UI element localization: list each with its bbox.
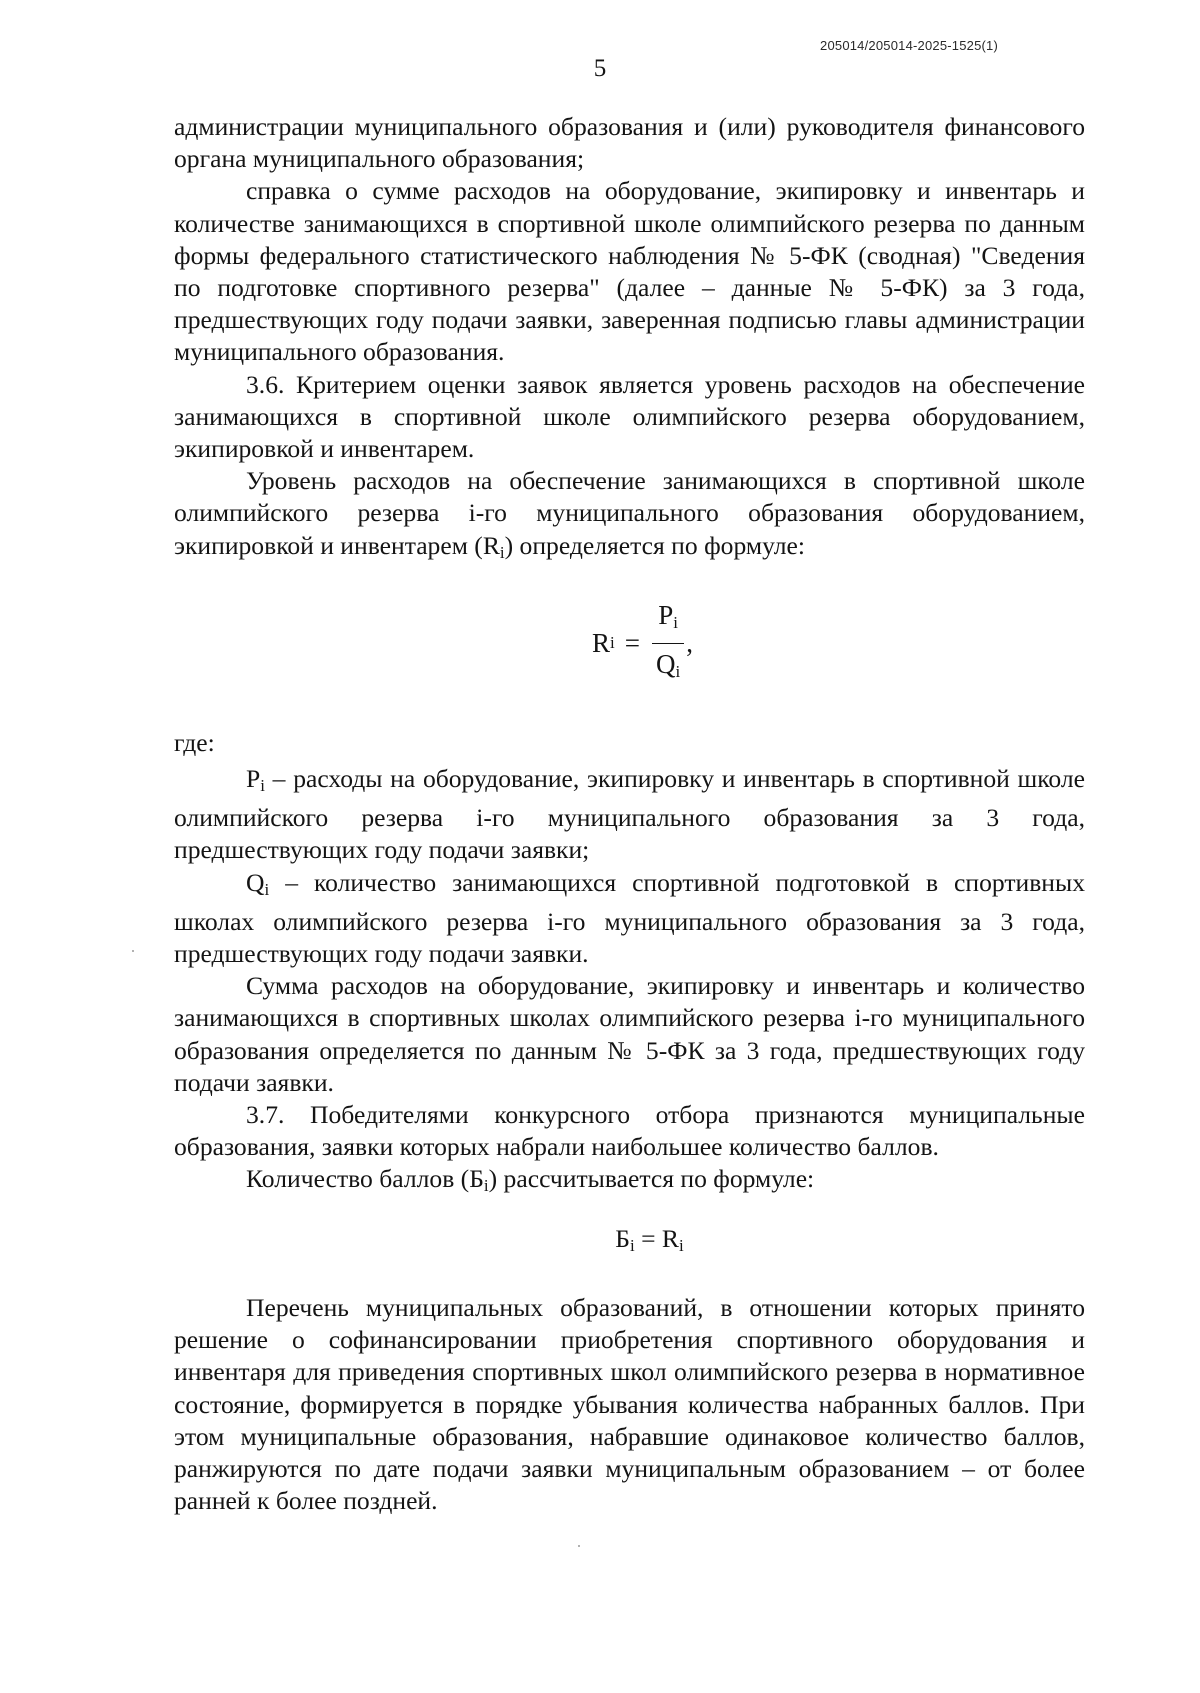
definition-p-text: – расходы на оборудование, экипировку и инвентарь в спортивной школе олимпийского резерва i-го муниципального образования за 3 года, предшествующих году подачи заявки; — [174, 764, 1085, 865]
paragraph-ranking: Перечень муниципальных образований, в отношении которых принято решение о софинансировании приобретения спортивного оборудования и инвентаря для приведения спортивных школ олимпийского резерва в нормативное состояние, формируется в порядке убывания количества набранных баллов. При этом муниципальные образования, набравшие одинаковое количество баллов, ранжируются по дате подачи заявки муниципальным образованием – от более ранней к более поздней. — [174, 1292, 1085, 1516]
expense-level-end: ) определяется по формуле: — [504, 530, 805, 560]
definition-p — [174, 763, 1085, 867]
paragraph-continuation: администрации муниципального образования и (или) руководителя финансового органа муниципального образования; — [174, 112, 1085, 174]
score-rhs-subscript: i — [679, 1235, 684, 1255]
denominator-letter: Q — [656, 648, 676, 679]
document-id: 205014/205014-2025-1525(1) — [820, 38, 998, 53]
formula-score — [174, 1223, 1085, 1262]
denominator-subscript: i — [675, 661, 681, 681]
score-intro-end: ) рассчитывается по формуле: — [488, 1164, 815, 1194]
score-lhs-subscript: i — [629, 1235, 635, 1255]
subscript: i — [499, 542, 505, 562]
score-equals: = — [634, 1223, 662, 1253]
definition-p-subscript: i — [260, 776, 265, 796]
formula-equals: = — [624, 628, 640, 659]
paragraph-data-source: Сумма расходов на оборудование, экипировку и инвентарь и количество занимающихся в спортивных школах олимпийского резерва i-го муниципального образования определяется по данным № 5-ФК за 3 года, предшествующих году подачи заявки. — [174, 971, 1085, 1097]
page-number: 5 — [593, 55, 607, 82]
paragraph-winners: 3.7. Победителями конкурсного отбора признаются муниципальные образования, заявки которых набрали наибольшее количество баллов. — [174, 1100, 1085, 1162]
formula-fraction — [650, 597, 686, 690]
scan-speck — [578, 1545, 580, 1547]
formula-expression — [592, 597, 693, 690]
formula-comma: , — [686, 628, 693, 659]
scan-speck — [132, 950, 134, 952]
definition-q-subscript: i — [264, 879, 270, 899]
paragraph-expense-level — [174, 465, 1085, 569]
formula-lhs: R — [592, 628, 611, 659]
score-intro-subscript: i — [483, 1176, 489, 1196]
definition-q — [174, 867, 1085, 971]
paragraph-score-intro — [174, 1163, 1085, 1202]
paragraph-criterion: 3.6. Критерием оценки заявок является уровень расходов на обеспечение занимающихся в спортивной школе олимпийского резерва оборудованием, экипировкой и инвентарем. — [174, 369, 1085, 464]
definition-q-text: – количество занимающихся спортивной подготовкой в спортивных школах олимпийского резерва i-го муниципального образования за 3 года, предшествующих году подачи заявки. — [174, 867, 1085, 969]
formula-denominator — [650, 644, 686, 690]
paragraph-certificate: справка о сумме расходов на оборудование, экипировку и инвентарь и количестве занимающихся в спортивной школе олимпийского резерва по данным формы федерального статистического наблюдения № 5-ФК (сводная) "Сведения по подготовке спортивного резерва" (далее – данные № 5-ФК) за 3 года, предшествующих году подачи заявки, заверенная подписью главы администрации муниципального образования. — [174, 176, 1085, 367]
score-intro-text: Количество баллов (Б — [246, 1164, 484, 1194]
definition-p-letter: P — [246, 764, 261, 794]
expense-level-text: Уровень расходов на обеспечение занимающихся в спортивной школе олимпийского резерва i-го муниципального образования оборудованием, экипировкой и инвентарем (R — [174, 466, 1085, 560]
formula-lhs-subscript: i — [610, 633, 615, 653]
where-label: где: — [174, 727, 215, 757]
formula-numerator — [652, 597, 684, 644]
score-rhs: R — [661, 1223, 679, 1253]
formula-ratio — [174, 597, 1085, 713]
numerator-letter: P — [658, 599, 674, 630]
score-lhs: Б — [615, 1223, 630, 1253]
numerator-subscript: i — [673, 612, 678, 632]
definition-q-letter: Q — [246, 867, 265, 897]
document-body — [174, 111, 1085, 1517]
